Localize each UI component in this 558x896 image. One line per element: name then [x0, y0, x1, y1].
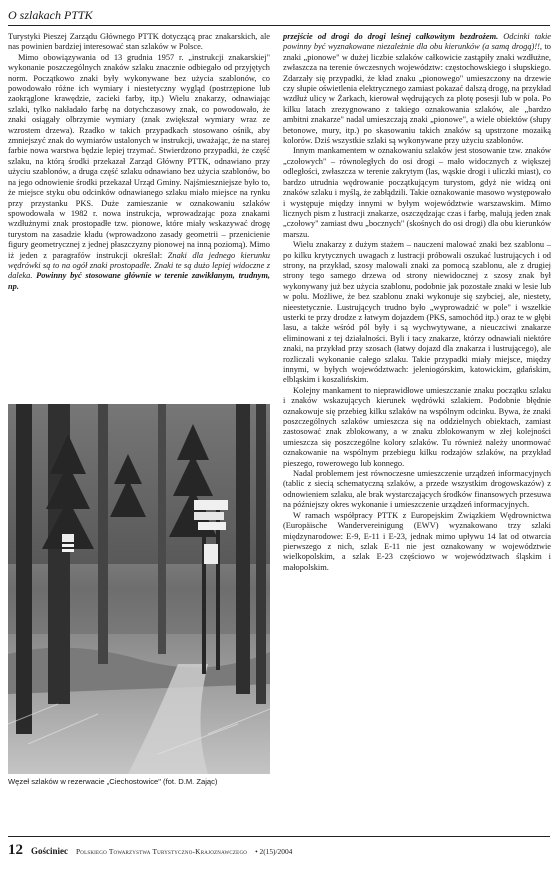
footer-divider — [8, 836, 550, 837]
right-paragraph-3: Wielu znakarzy z dużym stażem – nauczeni malować znaki bez szablonu – po kilku krytycznych uwagach z lustracji próbowali oszukać lustrujących i od strony, na przykład, szosy malowali znaki za pomocą szablonu, ale z drugiej strony tego samego drzewa od strony niewidocznej z szosy znak był wykonywany już bez użycia szablonu, podobnie jak pozostałe znaki w lesie lub w polu. Możliwe, że bez szablonu znaki wykonuje się szybciej, ale, niestety, nieestetycznie. Lustrujących trudno było „wyprowadzić w pole" i wszelkie usterki te przy drodze z łatwym dojazdem (PKS, samochód itp.) oraz te w głębi lasu, a także wśród pól były i są wychwytywane, a nieuczciwi znakarze eliminowani z tej działalności. Byli i tacy znakarze, którzy odnawiali niektóre znaki, na przykład przy szosach (łatwy dojazd dla znakarza i lustrującego), ale rozliczali wykonanie całego szlaku. Takie przypadki miały miejsce, między innymi, w byłych województwach: jeleniogórskim, katowickim, gdańskim, elbląskim i koszalińskim. — [283, 240, 551, 385]
page-footer — [8, 842, 550, 860]
left-column — [8, 32, 270, 292]
section-title: O szlakach PTTK — [8, 8, 93, 22]
right-paragraph-6: W ramach współpracy PTTK z Europejskim Związkiem Wędrownictwa (Europäische Wandervereinigung (EWV) wyznakowano trzy szlaki międzynarodowe: E-9, E-11 i E-23, jednak mimo upływu 14 lat od otwarcia pierwszego z nich, szlak E-11 nie jest oznakowany w województwie wielkopolskim, a szlak E-23 częściowo w województwach śląskim i małopolskim. — [283, 510, 551, 572]
right-paragraph-1-emphasis: przejście od drogi do drogi leśnej całkowitym bezdrożem. — [283, 32, 499, 41]
header-divider — [8, 25, 550, 26]
left-paragraph-2-emphasis: Powinny być stosowane głównie w terenie zawikłanym, trudnym, np. — [8, 271, 271, 291]
right-paragraph-2: Innym mankamentem w oznakowaniu szlaków jest stosowanie tzw. znaków „czołowych" – równoległych do osi drogi – mało widocznych z większej odległości, zwłaszcza w terenie zakrytym (las, wąskie drogi i uliczki miast), co bardzo utrudnia wędrowanie początkującym turystom, gdyż nie widzą oni znaków szlaku i myślą, że zabłądzili. Takie oznakowanie masowo występowało i występuje między innymi w byłym województwie warszawskim. Mimo licznych pism z lustracji znakarze, oszczędzając czas i farbę, malują jeden znak „czołowy" zamiast dwu „bocznych" (skośnych do osi drogi) dla obu kierunków marszu. — [283, 146, 551, 239]
forest-trail-photo — [8, 404, 270, 774]
right-column — [283, 32, 551, 573]
left-paragraph-1: Turystyki Pieszej Zarządu Głównego PTTK dotyczącą prac znakarskich, ale nas powinien bardziej interesować stan szlaków w Polsce. — [8, 32, 270, 52]
page-header — [8, 8, 550, 28]
right-paragraph-4: Kolejny mankament to nieprawidłowe umieszczanie znaku początku szlaku i znaków wskazujących kierunek wędrówki szlakiem. Podobnie błędnie oznakowuje się przebieg kilku szlaków na wspólnym odcinku. Bywa, że znaki poszczególnych szlaków umieszcza się na oddzielnych obiektach, zamiast zastosować znak zblokowany, a w znaku zblokowanym w złej kolejności umieszcza się poszczególne kolory szlaków. Tu również należy unormować oznakowanie na wspólnym przebiegu kilku rodzajów szlaków, na przykład pieszego, rowerowego lub konnego. — [283, 385, 551, 468]
left-paragraph-2-text: Mimo obowiązywania od 13 grudnia 1957 r. „instrukcji znakarskiej" wykonanie poszczególnych znaków szlaku znacznie odbiegało od przyjętych norm. Początkowo znaki były wykonywane bez użycia szablonów, co powodowało różne ich wymiary i niestetyczny wygląd (postrzępione lub zaokrąglone krawędzie, zacieki farby, itp.) Wielu znakarzy, odnawiając szlaki, tylko nakładało farbę na dotychczasowy znak, co powodowało, że znaki osiągały olbrzymie wymiary (znak zwiększał wymiary wraz ze wzrostem drzewa). Rzadko w takich przypadkach stosowano ośnik, aby zmniejszyć znak do wymiarów ustalonych w instrukcji, uważając, że na starej farbie nowa warstwa będzie lepiej trzymać. Stwierdzono przypadki, że część szlaku, na którą środki przekazał Zarząd Główny PTTK, odnawiano przy użyciu szablonów, a druga część szlaku odnawiano bez użycia szablonów, bo na jego odnowienie środki przekazał Urząd Gminy. Najśmieszniejsze było to, że miejsce styku obu odcinków odnawianego szlaku miało miejsce na rynku przy przystanku PKS. Duże zamieszanie w oznakowaniu szlaków spowodowała w 1982 r. nowa instrukcja, wprowadzając poza znakami wzdłużnymi znak prostopadłe tzw. pionowe, które miały wskazywać drogę turystom na zasadzie kładu (wprowadzono zasady geometrii – przenicienie figury geometrycznej z jednej płaszczyzny pionowej na inną poziomą). Mimo iż jeden z paragrafów instrukcji określał: — [8, 52, 270, 260]
right-paragraph-1-quote: Odcinki takie powinny być wyznakowane niezależnie dla obu kierunków (a samą drogą)!!, — [283, 32, 551, 52]
left-paragraph-2-quote: Znaki dla jednego kierunku wędrówki są to na ogół znaki prostopadłe. Znaki te są dużo lepiej widoczne z daleka. — [8, 250, 270, 281]
issue-number: • 2(15)/2004 — [255, 847, 293, 856]
publication-name: Gościniec — [31, 846, 68, 856]
right-paragraph-1-text: to znaki „pionowe" w dużej liczbie szlaków całkowicie zastąpiły znaki wzdłużne, zwłaszcza na terenie ówczesnych województw: częstochowskiego i słupskiego. Zdarzały się przypadki, że kład znaku „pionowego" umieszczony na drzewie czy słupie oświetlenia elektrycznego zamiast pokazać dalszą drogę, na przykład wzdłuż ulicy w Żarkach, kierował wędrujących za plotę posesji lub w pola. Po kilku latach zrezygnowano z takiego oznakowania szlaków, ale „bardzo ambitni znakarze" nadal umieszczają znaki „pionowe", a wiele obiektów (słupy betonowe, mury, itp.) po skasowaniu takich znaków są upstrzone mozaiką kolorów. Dziś wszystkie szlaki są wykonywane przy użyciu szablonów. — [283, 42, 551, 146]
forest-photo-graphic — [8, 404, 270, 774]
organization-name: Polskiego Towarzystwa Turystyczno-Krajoznawczego — [76, 847, 248, 856]
right-paragraph-1 — [283, 32, 551, 146]
photo-caption: Węzeł szlaków w rezerwacie „Ciechostowice" (fot. D.M. Zając) — [8, 777, 218, 786]
left-paragraph-2 — [8, 53, 270, 292]
page-number: 12 — [8, 842, 23, 858]
right-paragraph-5: Nadal problemem jest równoczesne umieszczenie urządzeń informacyjnych (tablic z siecią schematyczną szlaków, a przede wszystkim drogowskazów) z odnowieniem szlaku, ale brak wystarczających środków finansowych przesuwa na późniejszy okres wykonanie i umieszczenie urządzeń informacyjnych. — [283, 469, 551, 510]
